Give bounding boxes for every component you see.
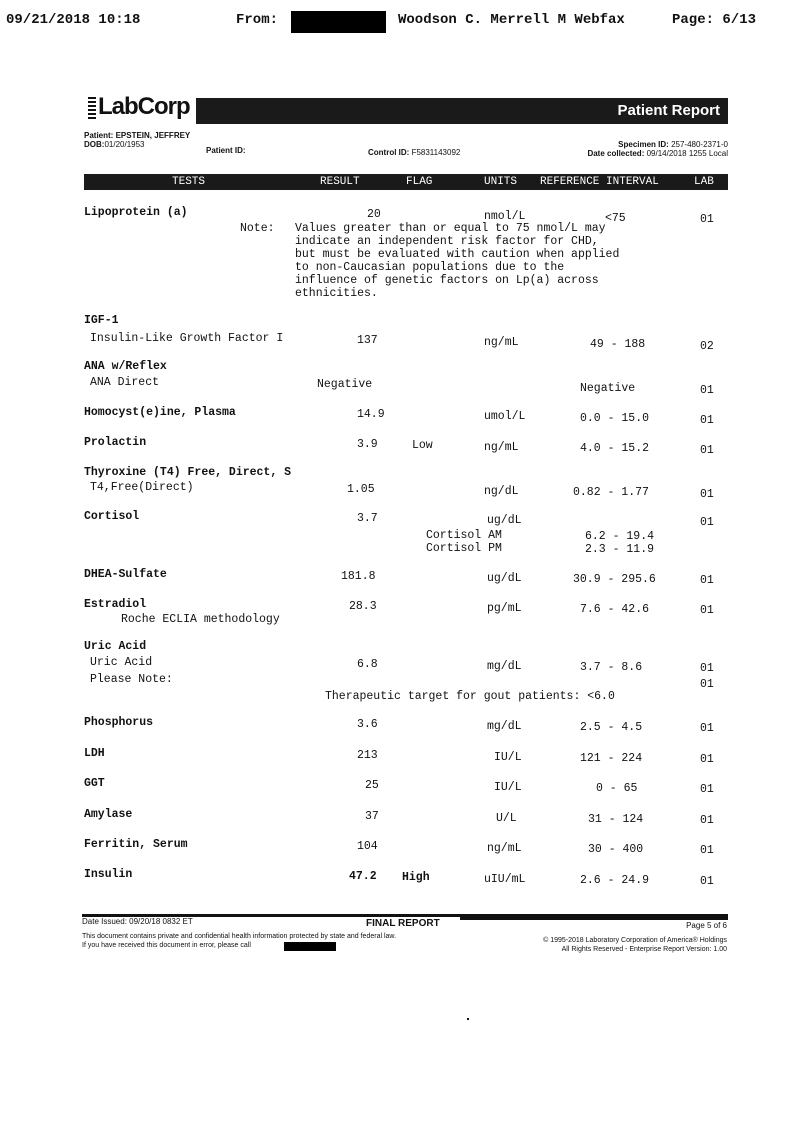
test-units: ug/dL xyxy=(487,514,522,527)
redaction-bar xyxy=(284,942,336,951)
test-reference: Negative xyxy=(580,382,636,395)
note-label: Please Note: xyxy=(90,673,173,686)
cortisol-am-reference: 6.2 - 19.4 xyxy=(585,530,655,543)
test-reference: 3.7 - 8.6 xyxy=(580,661,643,674)
cortisol-pm-reference: 2.3 - 11.9 xyxy=(585,543,655,556)
test-lab: 01 xyxy=(700,444,714,457)
col-result: RESULT xyxy=(320,176,360,188)
test-reference: 2.5 - 4.5 xyxy=(580,721,643,734)
fax-sender: Woodson C. Merrell M Webfax xyxy=(398,12,625,28)
test-reference: 7.6 - 42.6 xyxy=(580,603,650,616)
test-reference: 4.0 - 15.2 xyxy=(580,442,650,455)
col-tests: TESTS xyxy=(172,176,206,188)
test-units: ng/mL xyxy=(484,441,519,454)
fax-page: Page: 6/13 xyxy=(672,12,757,28)
results-table-header xyxy=(84,174,728,190)
test-result: 213 xyxy=(357,749,378,762)
test-name: Phosphorus xyxy=(84,716,154,729)
test-name: ANA Direct xyxy=(90,376,160,389)
test-result: 3.9 xyxy=(357,438,378,451)
test-name: Estradiol xyxy=(84,598,147,611)
copyright: © 1995-2018 Laboratory Corporation of America® Holdings xyxy=(543,937,727,944)
test-name: LDH xyxy=(84,747,105,760)
report-page-number: Page 5 of 6 xyxy=(686,921,727,930)
test-reference: 121 - 224 xyxy=(580,752,643,765)
test-units: mg/dL xyxy=(487,720,522,733)
test-reference: 31 - 124 xyxy=(588,813,644,826)
test-group: Thyroxine (T4) Free, Direct, S xyxy=(84,466,292,479)
redaction-bar xyxy=(291,11,386,33)
test-reference: 0.0 - 15.0 xyxy=(580,412,650,425)
test-reference: 0.82 - 1.77 xyxy=(573,486,649,499)
cortisol-pm-label: Cortisol PM xyxy=(426,542,502,555)
report-title: Patient Report xyxy=(617,102,720,119)
speck xyxy=(467,1018,469,1020)
test-name: Insulin-Like Growth Factor I xyxy=(90,332,284,345)
test-lab: 02 xyxy=(700,340,714,353)
logo-mark-icon xyxy=(88,97,96,119)
test-result: Negative xyxy=(317,378,373,391)
test-units: IU/L xyxy=(494,781,522,794)
test-flag: Low xyxy=(412,439,433,452)
test-reference: 30.9 - 295.6 xyxy=(573,573,656,586)
col-lab: LAB xyxy=(694,176,714,188)
test-result: 1.05 xyxy=(347,483,375,496)
copyright-2: All Rights Reserved - Enterprise Report Version: 1.00 xyxy=(561,946,727,953)
patient-name: Patient: EPSTEIN, JEFFREY xyxy=(84,131,191,140)
fax-header xyxy=(0,12,793,34)
test-reference: 49 - 188 xyxy=(590,338,646,351)
test-lab: 01 xyxy=(700,488,714,501)
test-name: Insulin xyxy=(84,868,133,881)
patient-dob: DOB:01/20/1953 xyxy=(84,140,145,149)
test-group: Uric Acid xyxy=(84,640,147,653)
test-flag: High xyxy=(402,871,430,884)
test-name: DHEA-Sulfate xyxy=(84,568,167,581)
test-name: Ferritin, Serum xyxy=(84,838,188,851)
test-name: Cortisol xyxy=(84,510,140,523)
test-units: ng/dL xyxy=(484,485,519,498)
col-reference: REFERENCE INTERVAL xyxy=(540,176,659,188)
test-result: 137 xyxy=(357,334,378,347)
test-lab: 01 xyxy=(700,604,714,617)
test-reference: 30 - 400 xyxy=(588,843,644,856)
test-units: nmol/L xyxy=(484,210,526,223)
test-name: Amylase xyxy=(84,808,133,821)
patient-id-label: Patient ID: xyxy=(206,146,246,155)
test-reference: 2.6 - 24.9 xyxy=(580,874,650,887)
test-group: ANA w/Reflex xyxy=(84,360,167,373)
test-result: 28.3 xyxy=(349,600,377,613)
fax-from-label: From: xyxy=(236,12,279,28)
note-label: Note: xyxy=(240,222,275,235)
confidential-notice: This document contains private and confidential health information protected by state and federal law. xyxy=(82,933,397,940)
test-lab: 01 xyxy=(700,678,714,691)
final-report-label: FINAL REPORT xyxy=(366,918,440,929)
test-lab: 01 xyxy=(700,783,714,796)
test-lab: 01 xyxy=(700,753,714,766)
test-units: ng/mL xyxy=(484,336,519,349)
test-name: Uric Acid xyxy=(90,656,153,669)
test-result: 14.9 xyxy=(357,408,385,421)
labcorp-logo: LabCorp xyxy=(98,93,190,120)
note-text: Values greater than or equal to 75 nmol/L may indicate an independent risk factor for CHD, but must be evaluated with caution when applied to non-Caucasian populations due to the influence of genetic factors on Lp(a) across ethnicities. xyxy=(295,222,620,300)
test-units: ng/mL xyxy=(487,842,522,855)
test-name: Prolactin xyxy=(84,436,147,449)
test-result: 25 xyxy=(365,779,379,792)
test-method: Roche ECLIA methodology xyxy=(121,613,280,626)
test-result: 6.8 xyxy=(357,658,378,671)
test-result: 37 xyxy=(365,810,379,823)
fax-datetime: 09/21/2018 10:18 xyxy=(6,12,141,28)
test-result: 3.6 xyxy=(357,718,378,731)
test-name: GGT xyxy=(84,777,105,790)
col-units: UNITS xyxy=(484,176,518,188)
test-lab: 01 xyxy=(700,384,714,397)
test-units: mg/dL xyxy=(487,660,522,673)
cortisol-am-label: Cortisol AM xyxy=(426,529,502,542)
test-result: 20 xyxy=(367,208,381,221)
test-group: IGF-1 xyxy=(84,314,119,327)
report-title-bar xyxy=(196,98,728,124)
test-result: 3.7 xyxy=(357,512,378,525)
col-flag: FLAG xyxy=(406,176,433,188)
test-lab: 01 xyxy=(700,213,714,226)
test-result: 47.2 xyxy=(349,870,377,883)
test-lab: 01 xyxy=(700,875,714,888)
test-result: 181.8 xyxy=(341,570,376,583)
test-units: umol/L xyxy=(484,410,526,423)
test-units: IU/L xyxy=(494,751,522,764)
test-name: T4,Free(Direct) xyxy=(90,481,194,494)
test-units: U/L xyxy=(496,812,517,825)
date-collected: Date collected: 09/14/2018 1255 Local xyxy=(587,149,728,158)
specimen-id: Specimen ID: 257-480-2371-0 xyxy=(618,140,728,149)
test-units: ug/dL xyxy=(487,572,522,585)
test-lab: 01 xyxy=(700,516,714,529)
test-lab: 01 xyxy=(700,844,714,857)
test-name: Lipoprotein (a) xyxy=(84,206,188,219)
test-lab: 01 xyxy=(700,574,714,587)
test-lab: 01 xyxy=(700,814,714,827)
test-reference: 0 - 65 xyxy=(596,782,638,795)
footer-bar xyxy=(460,914,728,920)
note-text: Therapeutic target for gout patients: <6.0 xyxy=(325,690,615,703)
test-result: 104 xyxy=(357,840,378,853)
test-lab: 01 xyxy=(700,414,714,427)
test-units: pg/mL xyxy=(487,602,522,615)
control-id: Control ID: F5831143092 xyxy=(368,148,461,157)
test-lab: 01 xyxy=(700,722,714,735)
date-issued: Date Issued: 09/20/18 0832 ET xyxy=(82,917,193,926)
test-name: Homocyst(e)ine, Plasma xyxy=(84,406,236,419)
confidential-notice-2: If you have received this document in error, please call xyxy=(82,942,251,949)
test-lab: 01 xyxy=(700,662,714,675)
test-units: uIU/mL xyxy=(484,873,526,886)
test-reference: <75 xyxy=(605,212,626,225)
